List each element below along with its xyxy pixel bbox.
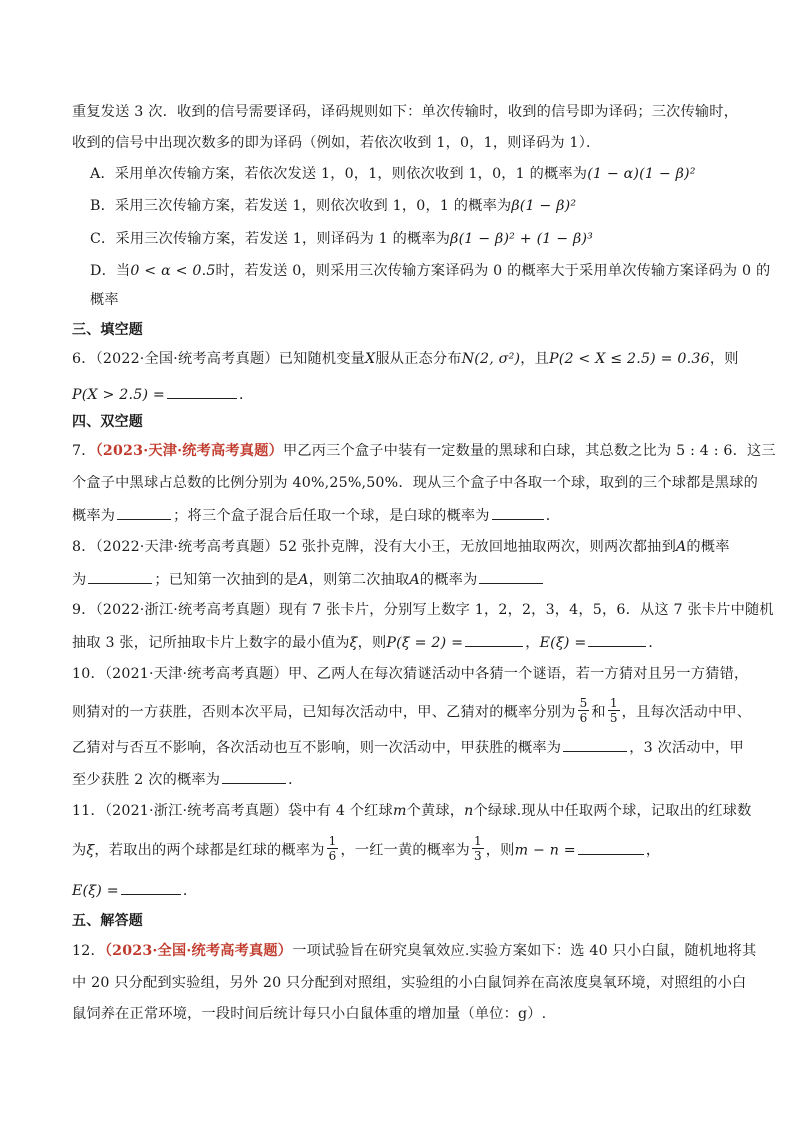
question-9-line-2: 抽取 3 张，记所抽取卡片上数字的最小值为ξ，则P(ξ = 2) = ，E(ξ) = ．: [72, 632, 663, 653]
question-12-source: （2023·全国·统考高考真题）: [104, 943, 293, 959]
option-c-expr: β(1 − β)² + (1 − β)³: [450, 231, 594, 247]
answer-blank: [167, 384, 237, 399]
question-12-line-1: 12．（2023·全国·统考高考真题）一项试验旨在研究臭氧效应.实验方案如下：选 40 只小白鼠，随机地将其: [72, 943, 757, 959]
question-11-line-3: E(ξ) = ．: [72, 880, 197, 901]
question-12-line-2: 中 20 只分配到实验组，另外 20 只分配到对照组，实验组的小白鼠饲养在高浓度臭氧环境，对照组的小白: [72, 975, 747, 991]
fraction-1-3: $\frac{1}{3}$: [473, 834, 482, 863]
option-a: A．采用单次传输方案，若依次发送 1，0，1，则依次收到 1，0，1 的概率为(1 − α)(1 − β)²: [90, 166, 696, 182]
intro-line-1: 重复发送 3 次．收到的信号需要译码，译码规则如下：单次传输时，收到的信号即为译码；三次传输时，: [72, 104, 739, 120]
answer-blank: [222, 769, 286, 784]
answer-blank: [578, 840, 644, 855]
question-11-line-2: 为ξ，若取出的两个球都是红球的概率为 $\frac{1}{6}$ ，一红一黄的概率为 $\frac{1}{3}$ ，则m − n = ，: [72, 834, 661, 863]
option-d-cond: 0 < α < 0.5: [130, 263, 216, 279]
answer-blank: [563, 737, 627, 752]
fraction-5-6: $\frac{5}{6}$: [579, 696, 588, 725]
answer-blank: [117, 505, 171, 520]
option-b: B．采用三次传输方案，若发送 1，则依次收到 1，0，1 的概率为β(1 − β)²: [90, 198, 577, 214]
question-7-line-1: 7．（2023·天津·统考高考真题）甲乙丙三个盒子中装有一定数量的黑球和白球，其总数之比为 5 : 4 : 6．这三: [72, 443, 776, 459]
question-10-line-3: 乙猜对与否互不影响，各次活动也互不影响，则一次活动中，甲获胜的概率为 ，3 次活动中，甲: [72, 737, 744, 758]
answer-blank: [492, 505, 544, 520]
question-6-line-1: 6．（2022·全国·统考高考真题）已知随机变量X服从正态分布N(2, σ²)，且P(2 < X ≤ 2.5) = 0.36，则: [72, 351, 739, 367]
question-9-line-1: 9．（2022·浙江·统考高考真题）现有 7 张卡片，分别写上数字 1，2，2，3，4，5，6．从这 7 张卡片中随机: [72, 602, 774, 618]
answer-blank: [465, 632, 523, 647]
question-10-line-4: 至少获胜 2 次的概率为 ．: [72, 769, 303, 790]
section-answer: 五、解答题: [72, 913, 143, 929]
question-10-line-2: 则猜对的一方获胜，否则本次平局，已知每次活动中，甲、乙猜对的概率分别为 $\frac{5}{6}$ 和 $\frac{1}{5}$ ，且每次活动中甲、: [72, 696, 752, 725]
question-7-line-2: 个盒子中黑球占总数的比例分别为 40%,25%,50%．现从三个盒子中各取一个球，取到的三个球都是黑球的: [72, 475, 759, 491]
option-d: D．当0 < α < 0.5时，若发送 0，则采用三次传输方案译码为 0 的概率大于采用单次传输方案译码为 0 的: [90, 263, 771, 279]
fraction-1-6: $\frac{1}{6}$: [328, 834, 337, 863]
question-10-line-1: 10．（2021·天津·统考高考真题）甲、乙两人在每次猜谜活动中各猜一个谜语，若一方猜对且另一方猜错，: [72, 666, 749, 682]
question-8-line-2: 为 ；已知第一次抽到的是A，则第二次抽取A的概率为: [72, 569, 545, 590]
question-7-source: （2023·天津·统考高考真题）: [95, 443, 283, 459]
question-8-line-1: 8．（2022·天津·统考高考真题）52 张扑克牌，没有大小王，无放回地抽取两次，则两次都抽到A的概率: [72, 539, 730, 555]
option-b-expr: β(1 − β)²: [511, 198, 577, 214]
answer-blank: [88, 569, 152, 584]
section-fill-blank: 三、填空题: [72, 322, 143, 338]
question-6-line-2: P(X > 2.5) = ．: [72, 384, 253, 405]
intro-line-2: 收到的信号中出现次数多的即为译码（例如，若依次收到 1，0，1，则译码为 1）．: [72, 135, 601, 151]
answer-blank: [588, 632, 646, 647]
answer-blank: [479, 569, 543, 584]
question-11-line-1: 11．（2021·浙江·统考高考真题）袋中有 4 个红球m个黄球，n个绿球.现从中任取两个球，记取出的红球数: [72, 803, 752, 819]
section-double-blank: 四、双空题: [72, 414, 143, 430]
answer-blank: [121, 880, 181, 895]
fraction-1-5: $\frac{1}{5}$: [609, 696, 618, 725]
question-7-line-3: 概率为 ；将三个盒子混合后任取一个球，是白球的概率为 ．: [72, 505, 560, 526]
option-a-expr: (1 − α)(1 − β)²: [587, 166, 696, 182]
option-c: C．采用三次传输方案，若发送 1，则译码为 1 的概率为β(1 − β)² + (1 − β)³: [90, 231, 594, 247]
question-12-line-3: 鼠饲养在正常环境，一段时间后统计每只小白鼠体重的增加量（单位：g）.: [72, 1006, 547, 1022]
option-d-end: 概率: [90, 292, 119, 308]
